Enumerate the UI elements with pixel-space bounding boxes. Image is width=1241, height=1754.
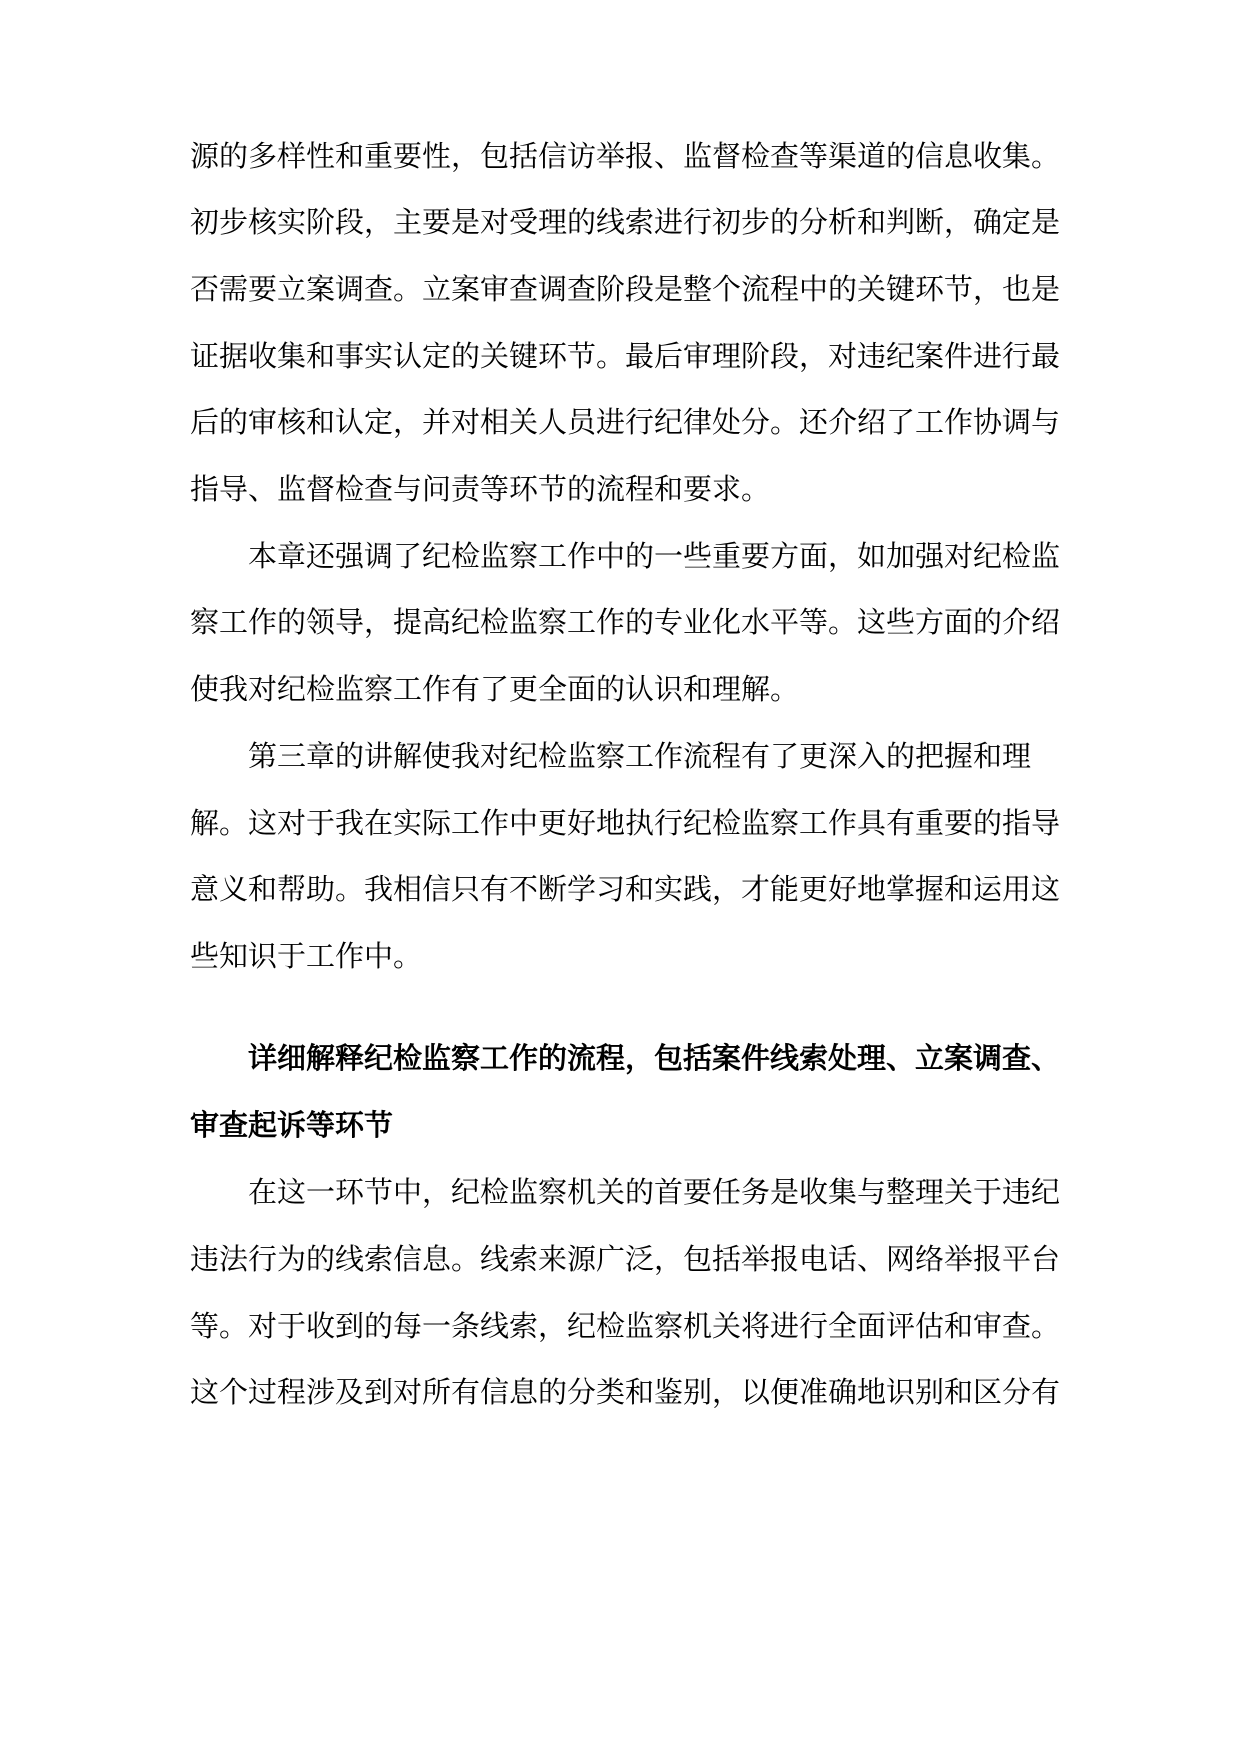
paragraph-4-line-1: 在这一环节中，纪检监察机关的首要任务是收集与整理关于违纪: [248, 1175, 1061, 1209]
paragraph-2-line-1: 本章还强调了纪检监察工作中的一些重要方面，如加强对纪检监: [248, 539, 1061, 573]
paragraph-3-line-2: 解。这对于我在实际工作中更好地执行纪检监察工作具有重要的指导: [190, 806, 1061, 840]
paragraph-3-line-4: 些知识于工作中。: [190, 939, 423, 973]
paragraph-3-line-1: 第三章的讲解使我对纪检监察工作流程有了更深入的把握和理: [248, 739, 1032, 773]
paragraph-1-line-5: 后的审核和认定，并对相关人员进行纪律处分。还介绍了工作协调与: [190, 405, 1061, 439]
paragraph-4-line-4: 这个过程涉及到对所有信息的分类和鉴别，以便准确地识别和区分有: [190, 1375, 1061, 1409]
paragraph-1-line-3: 否需要立案调查。立案审查调查阶段是整个流程中的关键环节，也是: [190, 272, 1061, 306]
paragraph-4-line-2: 违法行为的线索信息。线索来源广泛，包括举报电话、网络举报平台: [190, 1242, 1061, 1276]
paragraph-1-line-2: 初步核实阶段，主要是对受理的线索进行初步的分析和判断，确定是: [190, 205, 1061, 239]
paragraph-4-line-3: 等。对于收到的每一条线索，纪检监察机关将进行全面评估和审查。: [190, 1309, 1061, 1343]
heading-line-1: 详细解释纪检监察工作的流程，包括案件线索处理、立案调查、: [248, 1041, 1061, 1075]
paragraph-1-line-6: 指导、监督检查与问责等环节的流程和要求。: [190, 472, 771, 506]
paragraph-3-line-3: 意义和帮助。我相信只有不断学习和实践，才能更好地掌握和运用这: [190, 872, 1061, 906]
paragraph-2-line-2: 察工作的领导，提高纪检监察工作的专业化水平等。这些方面的介绍: [190, 605, 1061, 639]
paragraph-1-line-1: 源的多样性和重要性，包括信访举报、监督检查等渠道的信息收集。: [190, 139, 1061, 173]
paragraph-2-line-3: 使我对纪检监察工作有了更全面的认识和理解。: [190, 672, 800, 706]
heading-line-2: 审查起诉等环节: [190, 1108, 394, 1142]
paragraph-1-line-4: 证据收集和事实认定的关键环节。最后审理阶段，对违纪案件进行最: [190, 339, 1061, 373]
